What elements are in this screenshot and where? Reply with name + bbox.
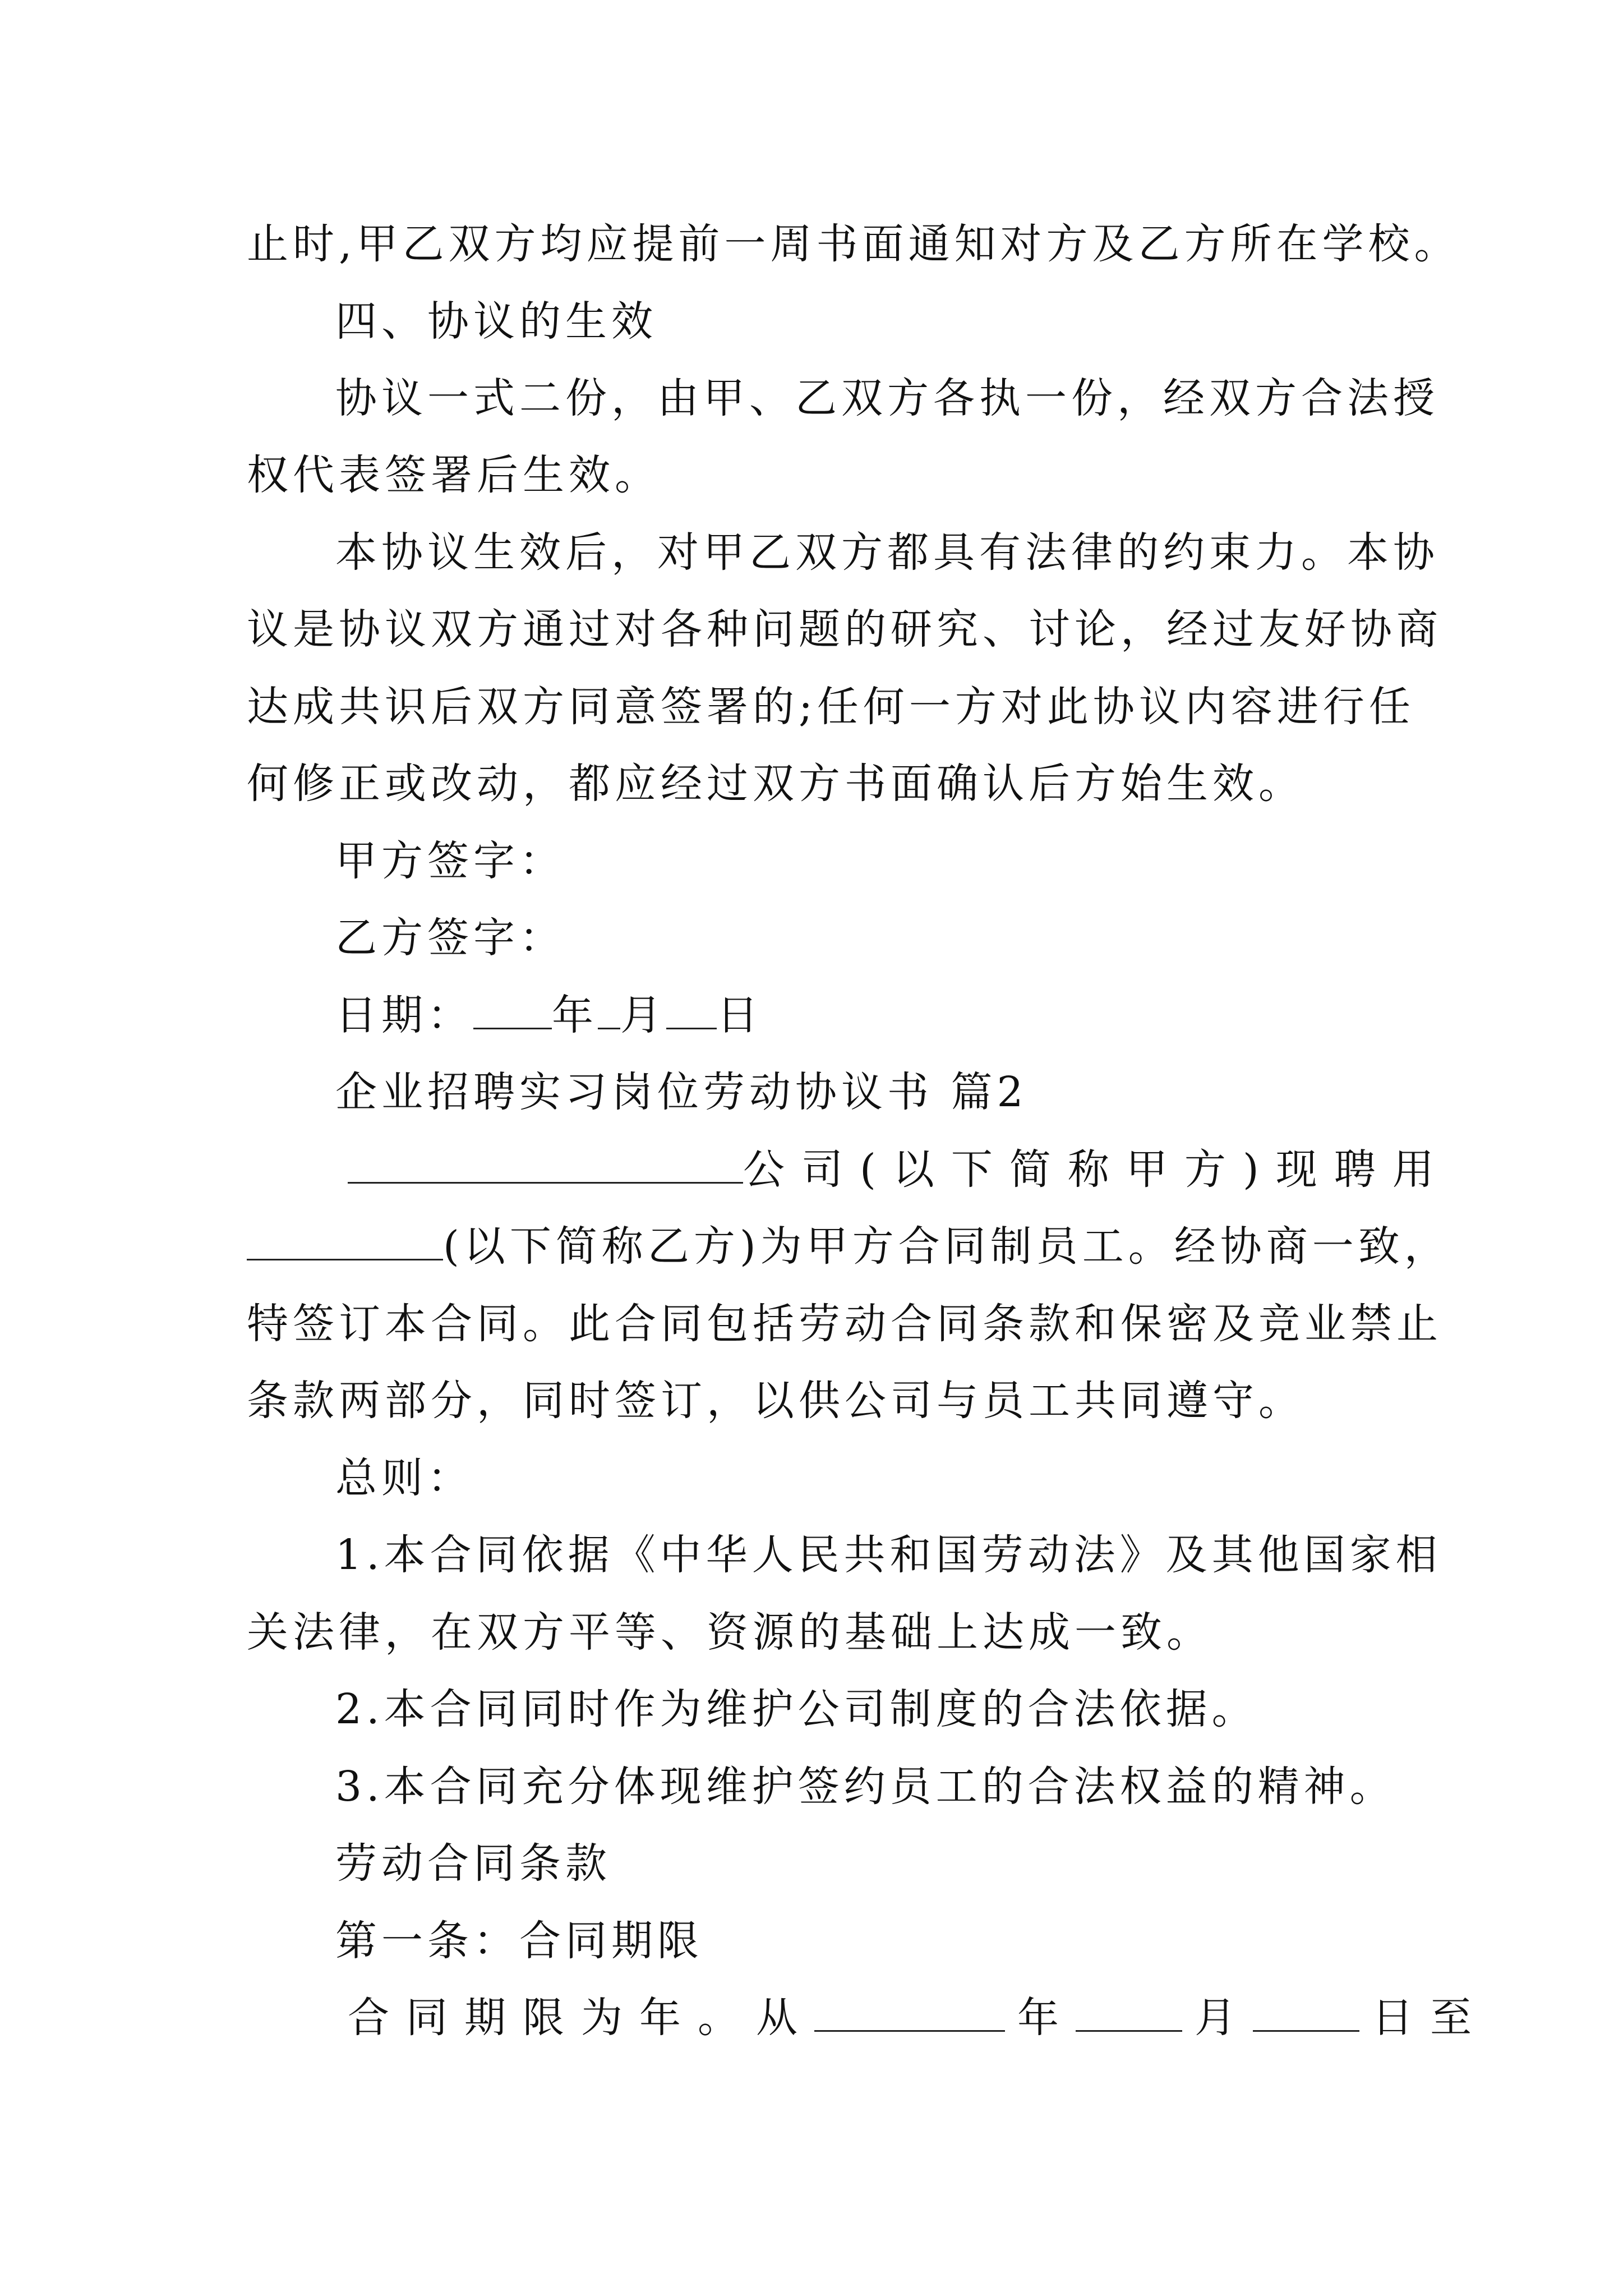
text-line [335,1142,1451,1198]
text-line: 协议一式二份，由甲、乙双方各执一份，经双方合法授 [335,374,1439,422]
start-year-blank [814,1992,1005,2032]
text-line: 本协议生效后，对甲乙双方都具有法律的约束力。本协 [335,528,1439,577]
year-label: 年 [1017,1994,1076,2042]
day-to-label: 日至 [1372,1994,1488,2042]
start-month-blank [1076,1992,1182,2032]
text-line: 达成共识后双方同意签署的;任何一方对此协议内容进行任 [247,683,1415,731]
company-name-blank [348,1144,743,1184]
start-day-blank [1253,1992,1359,2032]
term-clause: 合同期限为年。从 [348,1994,814,2042]
text-line: 3.本合同充分体现维护签约员工的合法权益的精神。 [335,1763,1396,1811]
text-line: 止时,甲乙双方均应提前一周书面通知对方及乙方所在学校。 [247,220,1460,268]
month-label: 月 [1195,1994,1253,2042]
text-line [335,1990,1488,2046]
text-line: 何修正或改动，都应经过双方书面确认后方始生效。 [247,760,1304,808]
section-heading: 劳动合同条款 [335,1839,611,1888]
date-line [335,987,763,1043]
month-blank [598,990,620,1029]
text-line: 特签订本合同。此合同包括劳动合同条款和保密及竞业禁止 [247,1300,1442,1348]
year-blank [473,990,552,1029]
employee-clause: (以下简称乙方)为甲方合同制员工。经协商一致， [443,1222,1450,1271]
article-heading: 第一条：合同期限 [335,1917,703,1965]
text-line: 2.本合同同时作为维护公司制度的合法依据。 [335,1685,1258,1733]
company-clause: 公司(以下简称甲方)现聘用 [743,1145,1451,1194]
day-label: 日 [717,991,763,1039]
text-line [247,1218,1450,1274]
year-label: 年 [552,991,598,1039]
text-line: 议是协议双方通过对各种问题的研究、讨论，经过友好协商 [247,605,1442,654]
employee-name-blank [247,1221,443,1260]
section-title: 企业招聘实习岗位劳动协议书 篇2 [335,1068,1028,1116]
text-line: 1.本合同依据《中华人民共和国劳动法》及其他国家相 [335,1531,1442,1579]
text-line: 条款两部分，同时签订，以供公司与员工共同遵守。 [247,1377,1304,1425]
section-heading: 总则： [335,1454,473,1502]
month-label: 月 [620,991,666,1039]
date-label: 日期： [335,991,473,1039]
text-line: 关法律，在双方平等、资源的基础上达成一致。 [247,1608,1212,1657]
day-blank [666,990,717,1029]
section-heading: 四、协议的生效 [335,297,657,346]
text-line: 权代表签署后生效。 [247,451,661,499]
party-a-signature: 甲方签字： [335,837,565,885]
party-b-signature: 乙方签字： [335,914,565,962]
